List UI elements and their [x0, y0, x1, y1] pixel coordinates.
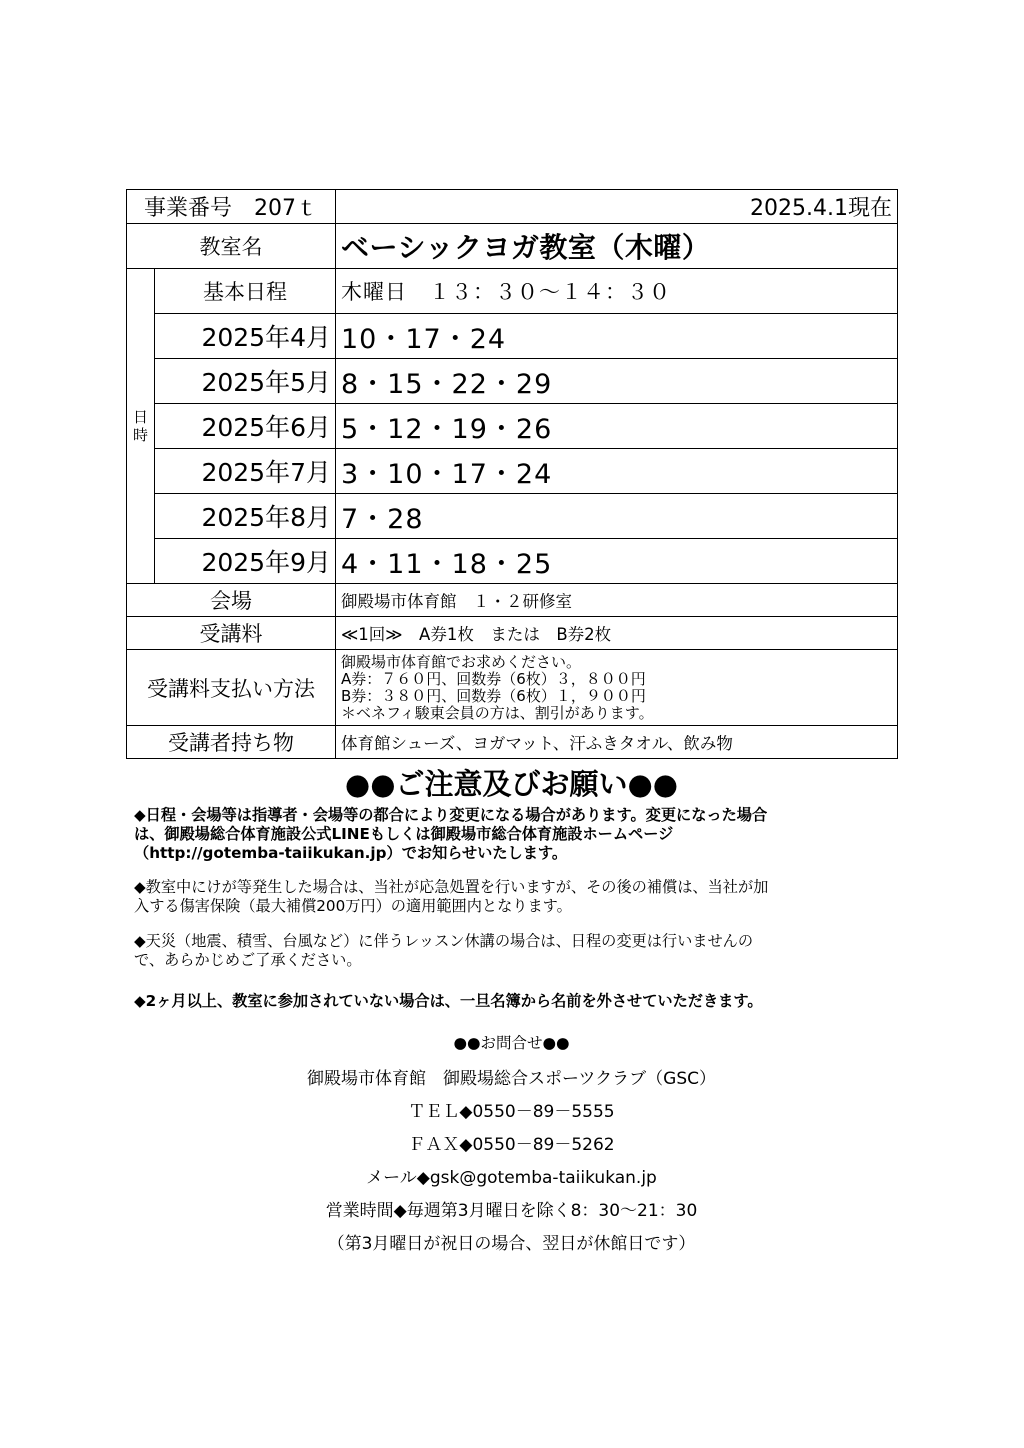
month-label: 2025年8月: [155, 494, 336, 539]
contact-heading: ●●お問合せ●●: [453, 1034, 570, 1052]
month-dates: 8・15・22・29: [336, 359, 898, 404]
fee-value: ≪1回≫ A券1枚 または B券2枚: [336, 617, 898, 650]
month-dates: 7・28: [336, 494, 898, 539]
venue-label: 会場: [127, 584, 336, 617]
month-row: [127, 314, 898, 359]
notice-disaster: ◆天災（地震、積雪、台風など）に伴うレッスン休講の場合は、日程の変更は行いませんの で、あらかじめご了承ください。: [134, 932, 754, 969]
month-label: 2025年5月: [155, 359, 336, 404]
month-row: [127, 539, 898, 584]
venue-row: [127, 584, 898, 617]
payment-line: A券：７６０円、回数券（6枚）３，８００円: [341, 669, 646, 688]
payment-line: 御殿場市体育館でお求めください。: [341, 652, 582, 671]
month-row: [127, 449, 898, 494]
notice-schedule-change: ◆日程・会場等は指導者・会場等の都合により変更になる場合があります。変更になった場合 は、御殿場総合体育施設公式LINEもしくは御殿場市総合体育施設ホームページ （http://gotemba-taiikukan.jp）でお知らせいたします。: [134, 806, 768, 862]
month-label: 2025年7月: [155, 449, 336, 494]
month-label: 2025年9月: [155, 539, 336, 584]
program-number: 事業番号 207ｔ: [127, 190, 336, 224]
month-dates: 4・11・18・25: [336, 539, 898, 584]
month-row: [127, 404, 898, 449]
month-dates: 3・10・17・24: [336, 449, 898, 494]
items-row: [127, 726, 898, 759]
contact-hours: 営業時間◆毎週第3月曜日を除く8：30～21：30: [325, 1201, 698, 1221]
notice-injury: ◆教室中にけが等発生した場合は、当社が応急処置を行いますが、その後の補償は、当社が加 入する傷害保険（最大補償200万円）の適用範囲内となります。: [134, 878, 769, 915]
payment-line: B券：３８０円、回数券（6枚）１，９００円: [341, 686, 646, 705]
as-of-date: 2025.4.1現在: [336, 190, 898, 224]
month-row: [127, 494, 898, 539]
class-name-row: [127, 224, 898, 269]
basic-schedule-row: [127, 269, 898, 314]
notice-absence: ◆2ヶ月以上、教室に参加されていない場合は、一旦名簿から名前を外させていただきます。: [134, 992, 763, 1010]
contact-org: 御殿場市体育館 御殿場総合スポーツクラブ（GSC）: [307, 1069, 716, 1089]
contact-mail: メール◆gsk@gotemba-taiikukan.jp: [366, 1168, 657, 1188]
class-info-table: [126, 189, 898, 759]
payment-details: [336, 650, 898, 726]
class-name-label: 教室名: [127, 224, 336, 269]
month-label: 2025年4月: [155, 314, 336, 359]
schedule-group-label: 日 時: [127, 269, 155, 584]
month-dates: 10・17・24: [336, 314, 898, 359]
payment-label: 受講料支払い方法: [127, 650, 336, 726]
contact-fax: ＦＡＸ◆0550－89－5262: [408, 1135, 615, 1155]
program-number-row: [127, 190, 898, 224]
basic-schedule-label: 基本日程: [155, 269, 336, 314]
class-name-value: ベーシックヨガ教室（木曜）: [336, 224, 898, 269]
contact-hours-note: （第3月曜日が祝日の場合、翌日が休館日です）: [327, 1234, 696, 1254]
basic-schedule-value: 木曜日 １３：３０～１４：３０: [336, 269, 898, 314]
venue-value: 御殿場市体育館 １・２研修室: [336, 584, 898, 617]
items-value: 体育館シューズ、ヨガマット、汗ふきタオル、飲み物: [336, 726, 898, 759]
fee-row: [127, 617, 898, 650]
payment-line: ＊ベネフィ駿東会員の方は、割引があります。: [341, 703, 654, 722]
payment-row: [127, 650, 898, 726]
items-label: 受講者持ち物: [127, 726, 336, 759]
notice-heading: ●●ご注意及びお願い●●: [344, 767, 679, 801]
fee-label: 受講料: [127, 617, 336, 650]
month-dates: 5・12・19・26: [336, 404, 898, 449]
month-label: 2025年6月: [155, 404, 336, 449]
month-row: [127, 359, 898, 404]
contact-tel: ＴＥＬ◆0550－89－5555: [408, 1102, 615, 1122]
